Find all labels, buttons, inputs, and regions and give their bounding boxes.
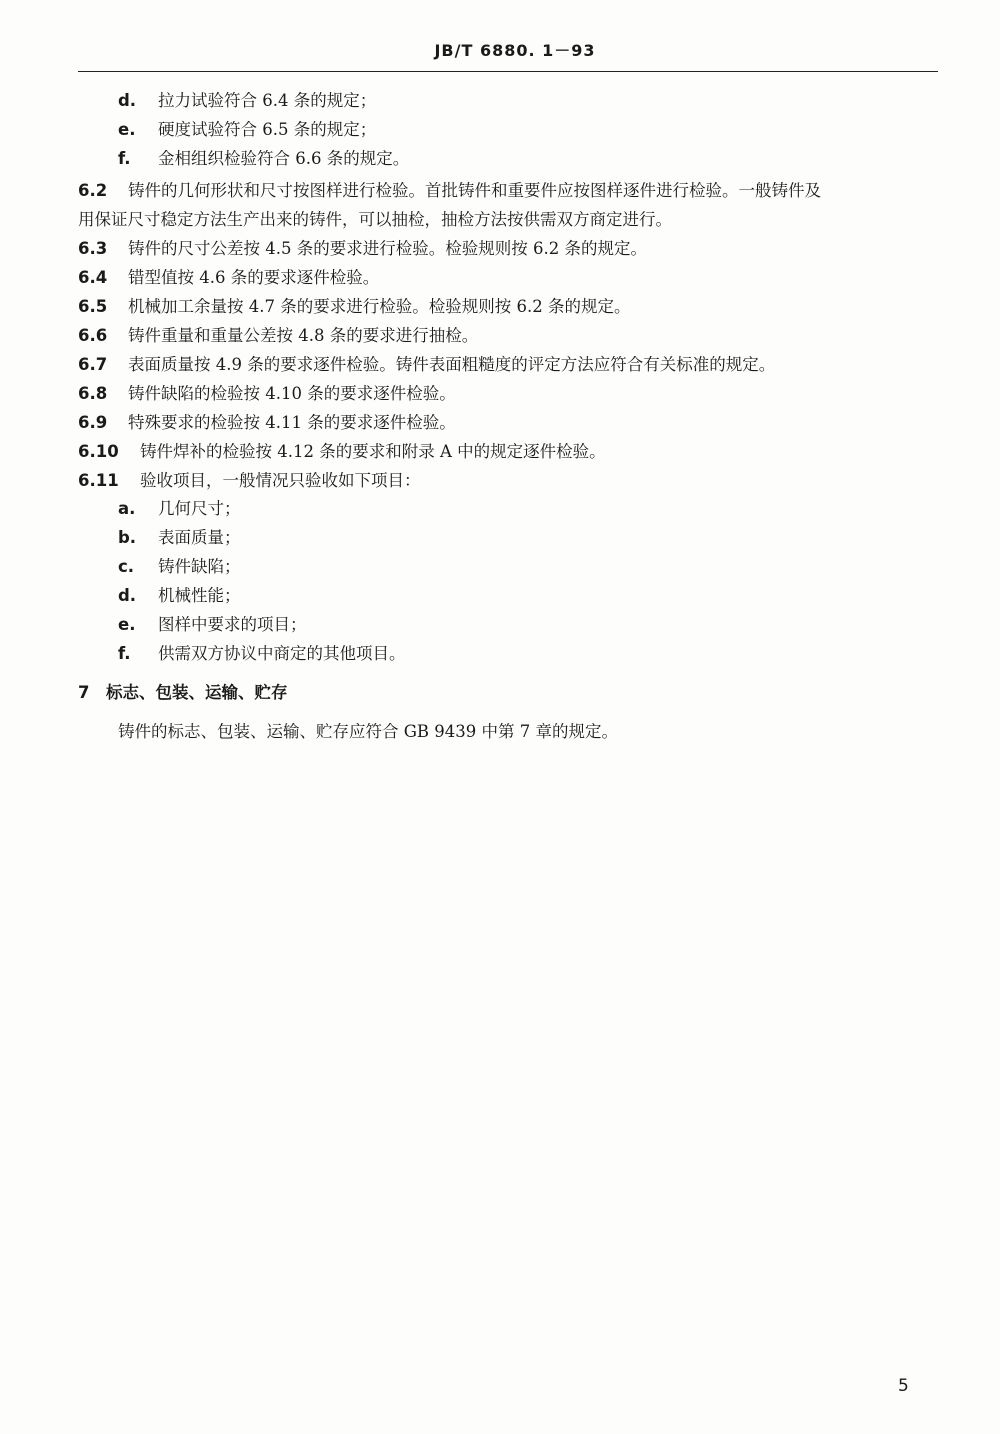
section-number: 6.9 [78, 413, 108, 432]
item-text: 表面质量； [158, 528, 241, 547]
item-text: 拉力试验符合 6.4 条的规定； [158, 91, 377, 110]
item-text: 机械性能； [158, 586, 241, 605]
section-6-6 [78, 325, 478, 347]
item-label: f. [118, 644, 131, 663]
chapter-number: 7 [78, 683, 90, 702]
list-item [118, 498, 241, 520]
section-text: 特殊要求的检验按 4.11 条的要求逐件检验。 [128, 413, 456, 432]
chapter-7-body: 铸件的标志、包装、运输、贮存应符合 GB 9439 中第 7 章的规定。 [118, 722, 619, 741]
section-text: 铸件焊补的检验按 4.12 条的要求和附录 A 中的规定逐件检验。 [140, 442, 606, 461]
section-number: 6.10 [78, 442, 119, 461]
section-6-2 [78, 180, 821, 202]
list-item [118, 90, 376, 112]
list-item [118, 556, 241, 578]
section-text: 验收项目，一般情况只验收如下项目： [140, 471, 421, 490]
section-6-4 [78, 267, 379, 289]
section-number: 6.4 [78, 268, 108, 287]
item-label: e. [118, 615, 136, 634]
page-number: 5 [898, 1376, 909, 1396]
list-item [118, 585, 241, 607]
section-number: 6.5 [78, 297, 108, 316]
section-6-9 [78, 412, 456, 434]
item-label: e. [118, 120, 136, 139]
section-number: 6.8 [78, 384, 108, 403]
section-number: 6.7 [78, 355, 108, 374]
item-text: 铸件缺陷； [158, 557, 241, 576]
section-6-8 [78, 383, 456, 405]
section-number: 6.6 [78, 326, 108, 345]
section-number: 6.11 [78, 471, 119, 490]
section-text: 错型值按 4.6 条的要求逐件检验。 [128, 268, 380, 287]
item-label: b. [118, 528, 137, 547]
item-label: d. [118, 91, 137, 110]
section-text: 表面质量按 4.9 条的要求逐件检验。铸件表面粗糙度的评定方法应符合有关标准的规定。 [128, 355, 776, 374]
item-label: c. [118, 557, 135, 576]
chapter-title: 标志、包装、运输、贮存 [106, 683, 288, 702]
section-text: 铸件的尺寸公差按 4.5 条的要求进行检验。检验规则按 6.2 条的规定。 [128, 239, 647, 258]
item-label: d. [118, 586, 137, 605]
section-text: 铸件重量和重量公差按 4.8 条的要求进行抽检。 [128, 326, 479, 345]
section-number: 6.2 [78, 181, 108, 200]
item-text: 供需双方协议中商定的其他项目。 [158, 644, 406, 663]
item-text: 硬度试验符合 6.5 条的规定； [158, 120, 377, 139]
section-6-11 [78, 470, 421, 492]
item-text: 金相组织检验符合 6.6 条的规定。 [158, 149, 410, 168]
item-label: a. [118, 499, 136, 518]
document-code-header: JB/T 6880. 1－93 [434, 41, 596, 60]
chapter-7-heading [78, 682, 288, 704]
section-text: 铸件缺陷的检验按 4.10 条的要求逐件检验。 [128, 384, 456, 403]
section-6-10 [78, 441, 606, 463]
section-6-2-continued: 用保证尺寸稳定方法生产出来的铸件，可以抽检，抽检方法按供需双方商定进行。 [78, 210, 672, 229]
list-item [118, 614, 307, 636]
item-text: 图样中要求的项目； [158, 615, 307, 634]
item-text: 几何尺寸； [158, 499, 241, 518]
section-text: 铸件的几何形状和尺寸按图样进行检验。首批铸件和重要件应按图样逐件进行检验。一般铸件及 [128, 181, 821, 200]
list-item [118, 148, 409, 170]
section-6-3 [78, 238, 647, 260]
item-label: f. [118, 149, 131, 168]
list-item [118, 643, 406, 665]
section-6-7 [78, 354, 775, 376]
list-item [118, 119, 376, 141]
section-text: 机械加工余量按 4.7 条的要求进行检验。检验规则按 6.2 条的规定。 [128, 297, 631, 316]
section-6-5 [78, 296, 630, 318]
section-number: 6.3 [78, 239, 108, 258]
header-rule [78, 71, 938, 72]
list-item [118, 527, 241, 549]
